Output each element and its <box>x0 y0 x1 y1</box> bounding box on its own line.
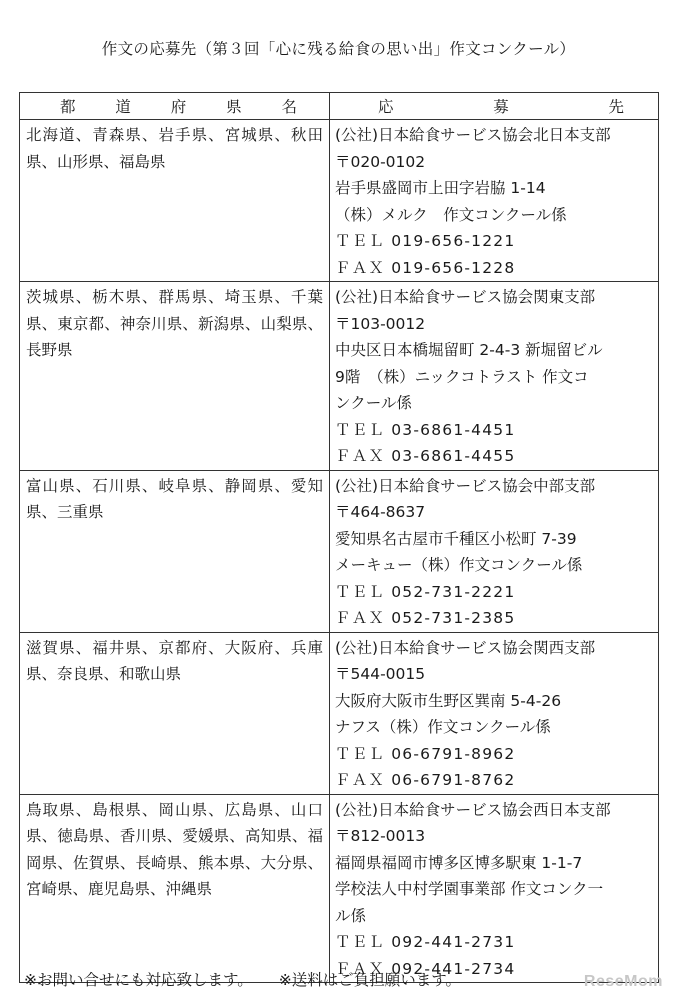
header-char: 都 <box>60 98 76 116</box>
fax-number: ＦＡＸ 019-656-1228 <box>335 258 516 277</box>
header-char: 応 <box>378 98 394 116</box>
destination-cell <box>330 794 659 983</box>
phone-number: ＴＥＬ 019-656-1221 <box>335 232 516 250</box>
header-char: 府 <box>170 98 187 116</box>
destination-cell <box>330 282 659 471</box>
table-row <box>20 282 659 471</box>
recipient-continued: ル係 <box>335 906 367 925</box>
prefecture-list: 富山県、石川県、岐阜県、静岡県、愛知県、三重県 <box>20 470 330 632</box>
phone-number: ＴＥＬ 052-731-2221 <box>335 582 516 601</box>
header-char: 先 <box>608 98 624 116</box>
phone-number: ＴＥＬ 03-6861-4451 <box>335 420 516 439</box>
destination-cell <box>330 120 659 282</box>
prefecture-list: 北海道、青森県、岩手県、宮城県、秋田県、山形県、福島県 <box>20 120 330 282</box>
recipient-continued: ンクール係 <box>335 394 412 412</box>
footer-notes <box>24 968 461 990</box>
table-row <box>20 120 659 282</box>
prefecture-list: 鳥取県、島根県、岡山県、広島県、山口県、徳島県、香川県、愛媛県、高知県、福岡県、佐賀県、長崎県、熊本県、大分県、宮崎県、鹿児島県、沖縄県 <box>20 794 330 983</box>
recipient: ナフス（株）作文コンクール係 <box>335 718 551 736</box>
destination-cell <box>330 470 659 632</box>
fax-number: ＦＡＸ 03-6861-4455 <box>335 447 516 465</box>
table-row <box>20 632 659 794</box>
table-row <box>20 794 659 983</box>
postage-note: ※送料はご負担願います。 <box>278 971 461 989</box>
header-destination <box>330 93 659 120</box>
inquiry-note: ※お問い合せにも対応致します。 <box>24 971 253 989</box>
prefecture-list: 滋賀県、福井県、京都府、大阪府、兵庫県、奈良県、和歌山県 <box>20 632 330 794</box>
address: 中央区日本橋堀留町 2-4-3 新堀留ビル <box>335 341 603 359</box>
postal-code: 〒103-0012 <box>335 314 426 333</box>
table-row <box>20 470 659 632</box>
phone-number: ＴＥＬ 06-6791-8962 <box>335 744 516 763</box>
address: 大阪府大阪市生野区巽南 5-4-26 <box>335 691 562 710</box>
branch-name: (公社)日本給食サービス協会中部支部 <box>335 476 596 495</box>
header-char: 募 <box>493 98 509 116</box>
postal-code: 〒544-0015 <box>335 665 426 683</box>
table-header-row <box>20 93 659 120</box>
fax-number: ＦＡＸ 052-731-2385 <box>335 609 516 627</box>
postal-code: 〒020-0102 <box>335 152 426 171</box>
fax-number: ＦＡＸ 06-6791-8762 <box>335 771 516 789</box>
recipient: 学校法人中村学園事業部 作文コンク一 <box>335 880 604 898</box>
prefecture-list: 茨城県、栃木県、群馬県、埼玉県、千葉県、東京都、神奈川県、新潟県、山梨県、長野県 <box>20 282 330 471</box>
branch-name: (公社)日本給食サービス協会西日本支部 <box>335 800 611 819</box>
branch-name: (公社)日本給食サービス協会関東支部 <box>335 288 596 306</box>
address: 愛知県名古屋市千種区小松町 7-39 <box>335 529 577 548</box>
branch-name: (公社)日本給食サービス協会関西支部 <box>335 638 596 657</box>
header-char: 道 <box>115 98 131 116</box>
postal-code: 〒812-0013 <box>335 827 426 845</box>
address: 岩手県盛岡市上田字岩脇 1-14 <box>335 179 546 197</box>
branch-name: (公社)日本給食サービス協会北日本支部 <box>335 126 611 144</box>
postal-code: 〒464-8637 <box>335 503 426 521</box>
page-title: 作文の応募先（第３回「心に残る給食の思い出」作文コンクール） <box>101 40 576 58</box>
destination-table <box>19 92 659 983</box>
resemom-watermark-logo: ReseMom <box>583 973 663 990</box>
recipient: （株）メルク 作文コンクール係 <box>335 205 567 224</box>
phone-number: ＴＥＬ 092-441-2731 <box>335 933 516 951</box>
destination-cell <box>330 632 659 794</box>
header-char: 県 <box>226 98 242 116</box>
fax-number: ＦＡＸ 092-441-2734 <box>335 959 516 978</box>
recipient: メーキュー（株）作文コンクール係 <box>335 556 583 574</box>
recipient: 9階 （株）ニックコトラスト 作文コ <box>335 367 589 386</box>
address: 福岡県福岡市博多区博多駅東 1-1-7 <box>335 853 583 872</box>
header-prefecture-name <box>20 93 330 120</box>
header-char: 名 <box>281 98 297 116</box>
